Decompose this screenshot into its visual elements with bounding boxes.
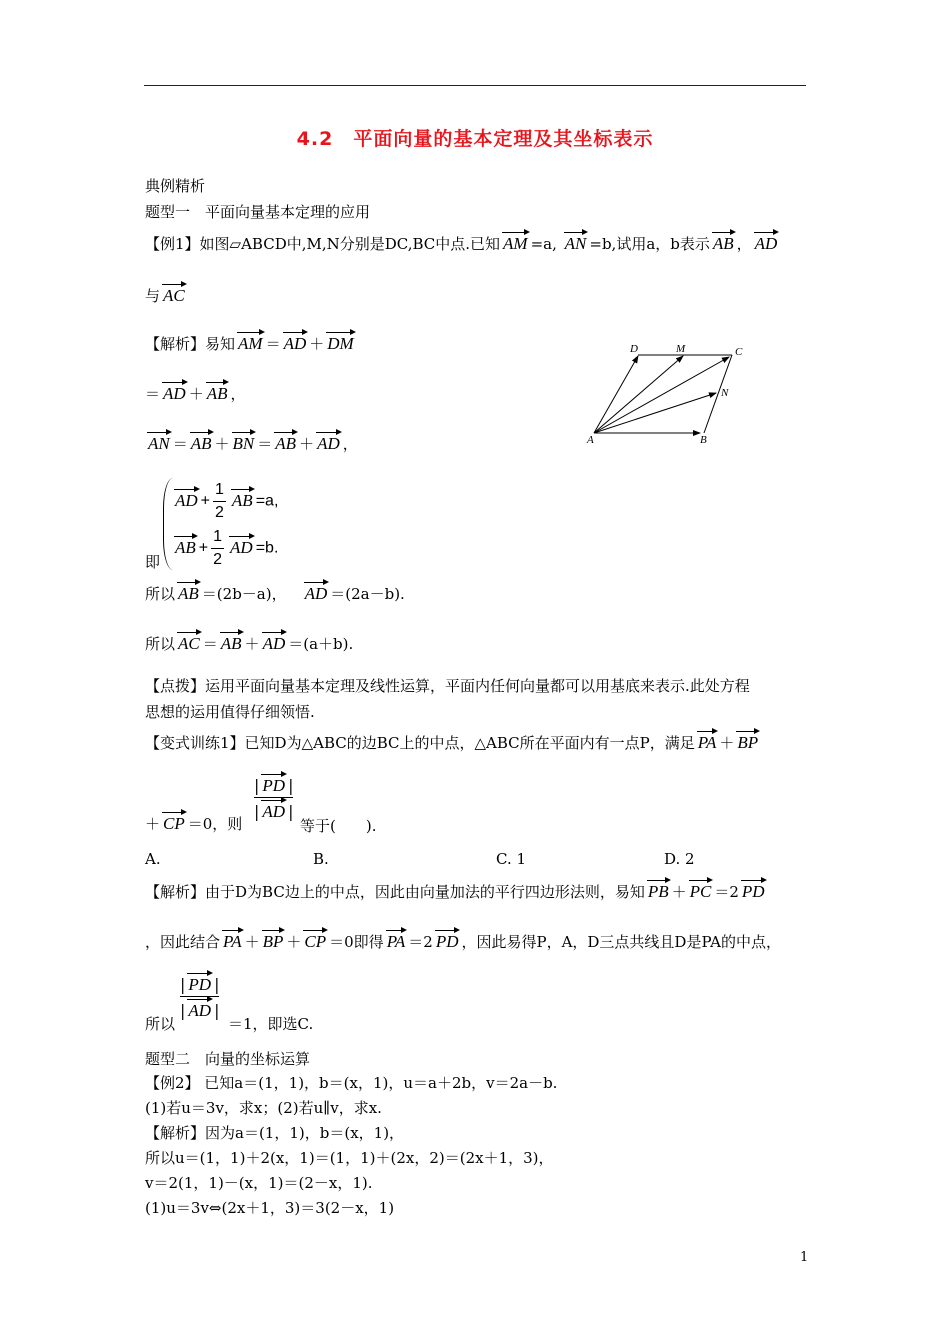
example1-line1: 【例1】如图▱ABCD中,M,N分别是DC,BC中点.已知 AM =a, AN =b,试用a，b表示 AB ， AD	[145, 234, 778, 253]
parallelogram-figure	[580, 340, 750, 450]
solution2-line3-post: ＝1，即选C.	[228, 1015, 314, 1033]
option-c: C. 1	[496, 850, 527, 868]
system-eq1: AD + $\frac{1}{2}$ AB =a,	[175, 481, 279, 521]
solution1-line3: AN ＝ AB ＋ BN ＝ AB ＋ AD ，	[148, 434, 358, 453]
solution2-line1: 【解析】由于D为BC边上的中点，因此由向量加法的平行四边形法则，易知 PB ＋ PC ＝2 PD	[145, 882, 765, 901]
variant1-line1: 【变式训练1】已知D为△ABC的边BC上的中点，△ABC所在平面内有一点P，满足 PA ＋ BP	[145, 733, 759, 752]
tip-line1: 【点拨】运用平面向量基本定理及线性运算，平面内任何向量都可以用基底来表示.此处方程	[145, 677, 750, 695]
option-d: D. 2	[664, 850, 695, 868]
tip-line2: 思想的运用值得仔细领悟.	[145, 703, 315, 721]
type1-heading: 题型一 平面向量基本定理的应用	[145, 203, 371, 221]
option-a: A.	[145, 850, 161, 868]
ji-label: 即	[145, 553, 161, 571]
example1-line2: 与 AC	[145, 286, 185, 305]
solution1-line1: 【解析】易知 AM ＝ AD ＋ DM	[145, 334, 354, 353]
option-b: B.	[313, 850, 329, 868]
solution1-line5: 所以 AB ＝(2b－a)， AD ＝(2a－b).	[145, 584, 405, 603]
ratio-pd-ad: | PD | | AD |	[254, 776, 294, 821]
solution1-line2: ＝ AD ＋ AB ，	[145, 384, 246, 403]
section-heading: 典例精析	[145, 177, 206, 195]
page-number: 1	[800, 1250, 809, 1265]
label-n: N	[721, 387, 729, 399]
vector-ad	[594, 356, 638, 433]
variant1-line2: ＋ CP ＝0，则	[145, 814, 243, 833]
system-eq2: AB + $\frac{1}{2}$ AD =b.	[175, 528, 279, 568]
solution2-line2: ，因此结合 PA ＋ BP ＋ CP ＝0即得 PA ＝2 PD ，因此易得P，A，D三点共线且D是PA的中点，	[145, 932, 782, 951]
label-c: C	[735, 346, 743, 358]
label-a: A	[587, 434, 594, 446]
example2-line2: (1)若u＝3v，求x；(2)若u∥v，求x.	[145, 1099, 382, 1117]
example2-line1: 【例2】 已知a＝(1，1)，b＝(x，1)，u＝a＋2b，v＝2a－b.	[145, 1074, 558, 1092]
vector-am	[594, 356, 683, 433]
page-title: 4.2 平面向量的基本定理及其坐标表示	[296, 128, 654, 150]
solution1-line6: 所以 AC ＝ AB ＋ AD ＝(a＋b).	[145, 634, 354, 653]
header-rule	[144, 85, 806, 86]
example2-line5: v＝2(1，1)－(x，1)＝(2－x，1).	[145, 1174, 373, 1192]
label-d: D	[630, 343, 638, 355]
example2-line4: 所以u＝(1，1)＋2(x，1)＝(1，1)＋(2x，2)＝(2x＋1，3)，	[145, 1149, 554, 1167]
type2-heading: 题型二 向量的坐标运算	[145, 1050, 311, 1068]
example2-line6: (1)u＝3v⇔(2x＋1，3)＝3(2－x，1)	[145, 1199, 395, 1217]
label-m: M	[676, 343, 686, 355]
solution2-line3-pre: 所以	[145, 1015, 176, 1033]
example2-line3: 【解析】因为a＝(1，1)，b＝(x，1)，	[145, 1124, 405, 1142]
ratio-pd-ad-2: | PD | | AD |	[180, 975, 220, 1020]
label-b: B	[700, 434, 707, 446]
variant1-question: 等于( ).	[300, 817, 377, 835]
